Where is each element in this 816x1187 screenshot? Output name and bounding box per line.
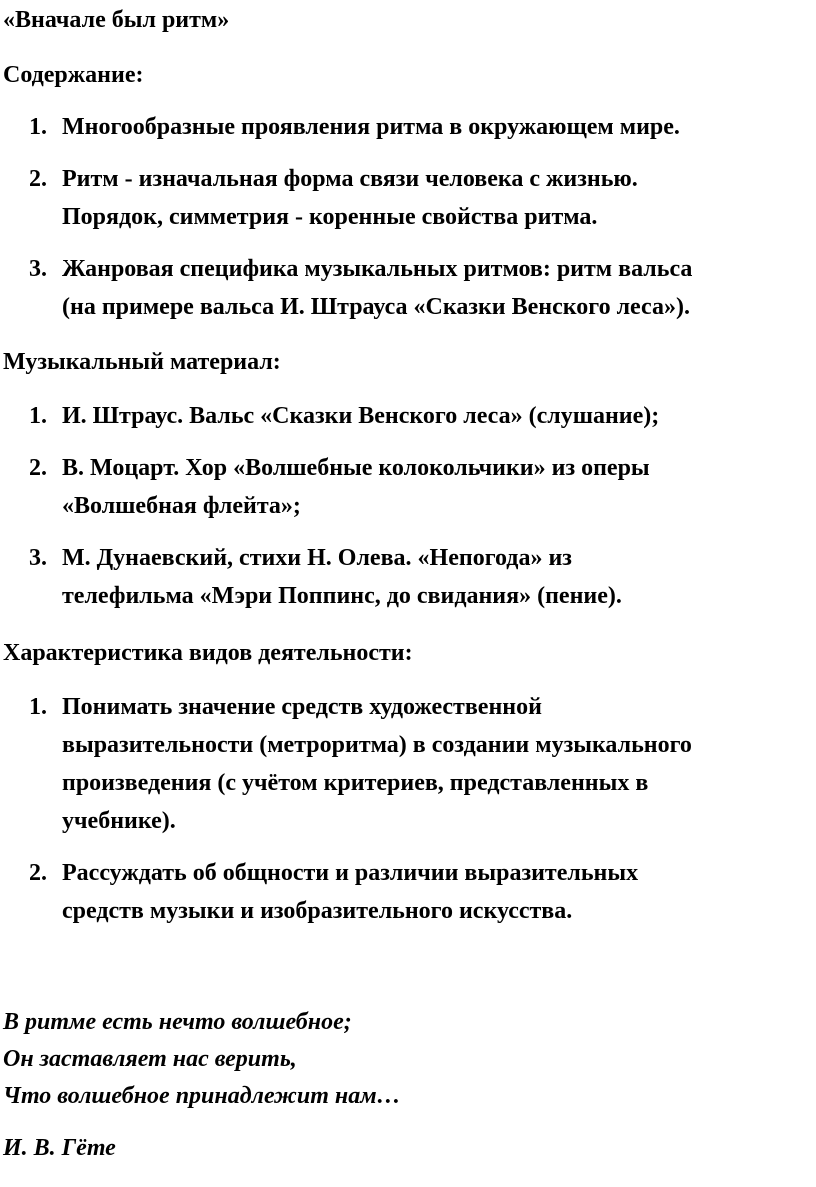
epigraph-line: Он заставляет нас верить, xyxy=(3,1046,297,1072)
list-number: 2. xyxy=(29,166,47,192)
list-number: 3. xyxy=(29,256,47,282)
material-item-text: телефильма «Мэри Поппинс, до свидания» (пение). xyxy=(62,583,622,609)
list-number: 1. xyxy=(29,403,47,429)
material-item-text: И. Штраус. Вальс «Сказки Венского леса» (слушание); xyxy=(62,403,660,429)
epigraph-quote xyxy=(3,1004,401,1115)
list-number: 2. xyxy=(29,860,47,886)
contents-item-3 xyxy=(0,250,816,326)
contents-list xyxy=(0,108,816,326)
list-number: 2. xyxy=(29,455,47,481)
material-heading: Музыкальный материал: xyxy=(3,349,281,375)
activities-item-text: средств музыки и изобразительного искусства. xyxy=(62,898,573,924)
epigraph-line: Что волшебное принадлежит нам… xyxy=(3,1083,401,1109)
material-item-text: В. Моцарт. Хор «Волшебные колокольчики» из оперы xyxy=(62,455,650,481)
contents-heading: Содержание: xyxy=(3,62,144,88)
activities-heading: Характеристика видов деятельности: xyxy=(3,640,413,666)
activities-list xyxy=(0,688,816,930)
epigraph-author: И. В. Гёте xyxy=(3,1135,116,1161)
activities-item-1 xyxy=(0,688,816,840)
document-title: «Вначале был ритм» xyxy=(3,7,230,33)
activities-item-2 xyxy=(0,854,816,930)
material-item-1 xyxy=(0,397,816,435)
activities-item-text: Рассуждать об общности и различии выразительных xyxy=(62,860,639,886)
material-item-text: «Волшебная флейта»; xyxy=(62,493,301,519)
contents-item-text: Порядок, симметрия - коренные свойства ритма. xyxy=(62,204,598,230)
activities-item-text: учебнике). xyxy=(62,808,176,834)
contents-item-text: Жанровая специфика музыкальных ритмов: ритм вальса xyxy=(62,256,693,282)
contents-item-1 xyxy=(0,108,816,146)
activities-item-text: выразительности (метроритма) в создании музыкального xyxy=(62,732,692,758)
material-list xyxy=(0,397,816,615)
activities-item-text: Понимать значение средств художественной xyxy=(62,694,542,720)
list-number: 1. xyxy=(29,114,47,140)
contents-item-2 xyxy=(0,160,816,236)
contents-item-text: Многообразные проявления ритма в окружающем мире. xyxy=(62,114,680,140)
contents-item-text: Ритм - изначальная форма связи человека с жизнью. xyxy=(62,166,638,192)
list-number: 1. xyxy=(29,694,47,720)
material-item-3 xyxy=(0,539,816,615)
activities-item-text: произведения (с учётом критериев, представленных в xyxy=(62,770,649,796)
epigraph-line: В ритме есть нечто волшебное; xyxy=(3,1009,352,1035)
list-number: 3. xyxy=(29,545,47,571)
material-item-2 xyxy=(0,449,816,525)
material-item-text: М. Дунаевский, стихи Н. Олева. «Непогода» из xyxy=(62,545,572,571)
contents-item-text: (на примере вальса И. Штрауса «Сказки Венского леса»). xyxy=(62,294,690,320)
